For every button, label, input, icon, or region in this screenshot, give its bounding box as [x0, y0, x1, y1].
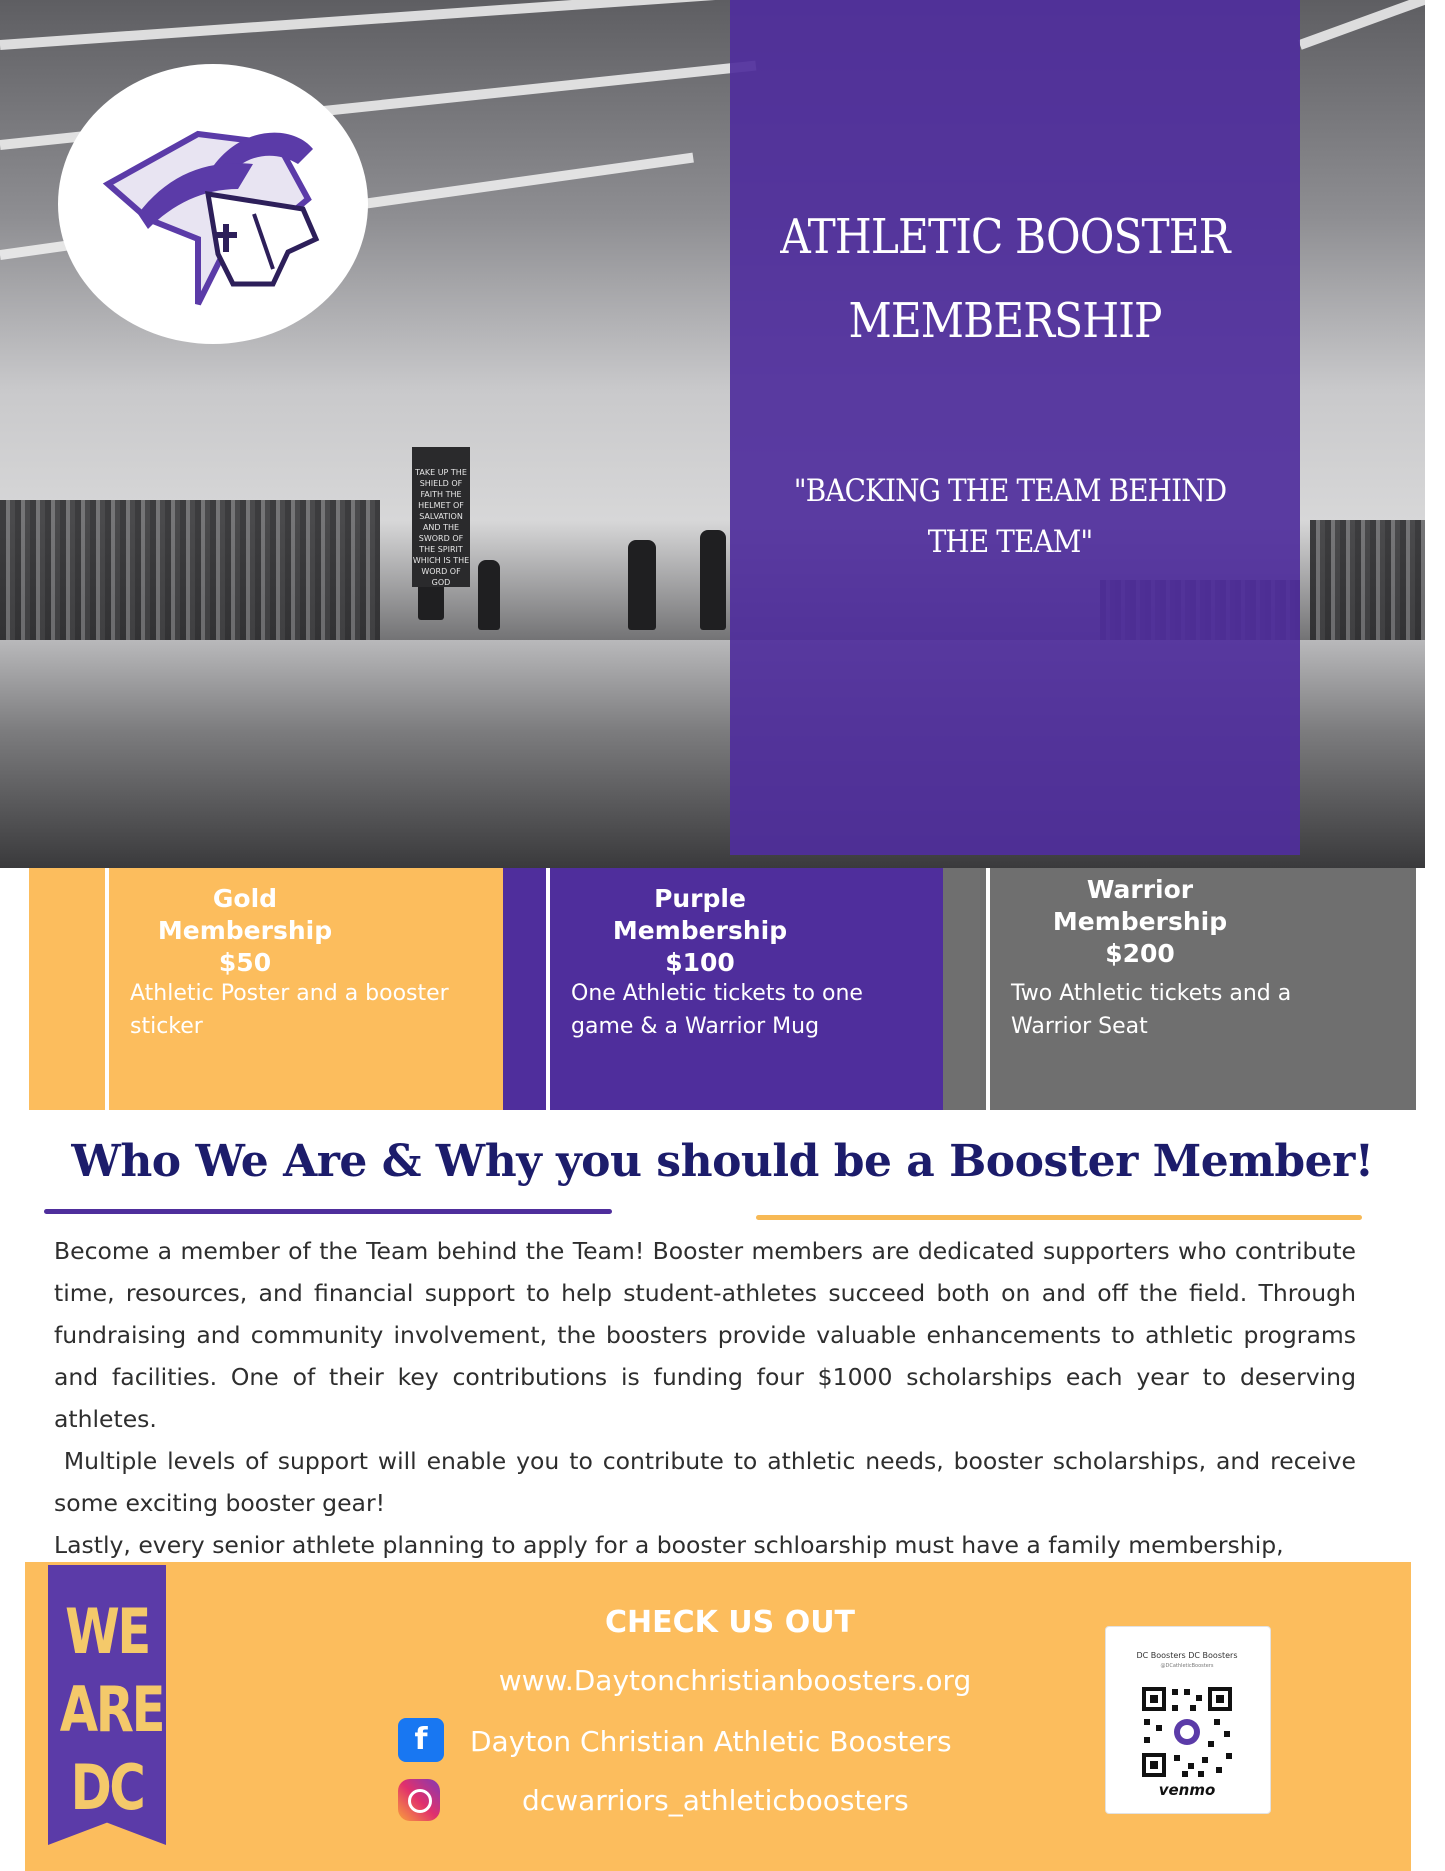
- tagline-line-1: "BACKING THE TEAM BEHIND: [793, 473, 1227, 509]
- tier-price: $200: [1105, 939, 1175, 968]
- tier-name: Purple: [654, 884, 746, 913]
- badge-line: DC: [70, 1751, 144, 1824]
- tagline-line-2: THE TEAM": [927, 524, 1093, 560]
- facebook-link[interactable]: Dayton Christian Athletic Boosters: [470, 1725, 952, 1758]
- heading-underline-right: [756, 1215, 1362, 1220]
- instagram-link[interactable]: dcwarriors_athleticboosters: [522, 1784, 909, 1817]
- section-heading: Who We Are & Why you should be a Booster Member!: [71, 1136, 1374, 1187]
- desc-line: Athletic Poster and a booster: [130, 981, 449, 1006]
- about-paragraph-1: Become a member of the Team behind the Team! Booster members are dedicated supporters who contribute time, resources, and financial support to help student-athletes succeed both on and off the field. Through fundraising and community involvement, the boosters provide valuable enhancements to athletic programs and facilities. One of their key contributions is funding four $1000 scholarships each year to deserving athletes.: [54, 1237, 1356, 1433]
- desc-line: One Athletic tickets to one: [571, 981, 863, 1006]
- website-link[interactable]: www.Daytonchristianboosters.org: [498, 1664, 972, 1697]
- badge-line: ARE: [59, 1673, 164, 1746]
- badge-line: WE: [65, 1595, 149, 1668]
- qr-code-icon[interactable]: [1138, 1683, 1236, 1781]
- title-line-1: ATHLETIC BOOSTER: [780, 209, 1230, 265]
- scripture-banner: TAKE UP THE SHIELD OF FAITH THE HELMET OF SALVATION AND THE SWORD OF THE SPIRIT WHICH IS THE WORD OF GOD: [412, 447, 470, 587]
- venmo-title: DC Boosters DC Boosters: [1136, 1651, 1238, 1660]
- desc-line: sticker: [130, 1014, 203, 1039]
- tier-gold-description: [130, 977, 449, 1043]
- tier-warrior: [943, 868, 1416, 1110]
- page-title: [763, 195, 1247, 363]
- about-body: [54, 1230, 1356, 1566]
- desc-line: Warrior Seat: [1011, 1014, 1148, 1039]
- title-panel: [730, 0, 1300, 855]
- tier-purple-description: [571, 977, 863, 1043]
- tier-label: Membership: [1052, 907, 1228, 936]
- about-paragraph-2: Multiple levels of support will enable you to contribute to athletic needs, booster scholarships, and receive some exciting booster gear!: [54, 1447, 1356, 1517]
- venmo-handle: @DCathleticBoosters: [1160, 1663, 1214, 1669]
- facebook-icon[interactable]: f: [398, 1718, 444, 1762]
- tier-warrior-title: [990, 874, 1290, 970]
- tier-gold-title: [105, 883, 385, 979]
- venmo-brand: venmo: [1158, 1781, 1216, 1799]
- check-us-out-heading: CHECK US OUT: [604, 1605, 856, 1640]
- tagline: [785, 466, 1235, 568]
- logo-badge: [58, 64, 368, 344]
- title-line-2: MEMBERSHIP: [848, 293, 1162, 349]
- tier-purple-title: [550, 883, 850, 979]
- tier-price: $50: [218, 948, 272, 977]
- desc-line: Two Athletic tickets and a: [1011, 981, 1292, 1006]
- tier-purple: [503, 868, 943, 1110]
- tier-name: Gold: [212, 884, 278, 913]
- tier-name: Warrior: [1086, 875, 1194, 904]
- we-are-dc-text: [59, 1593, 164, 1827]
- tier-warrior-description: [1011, 977, 1291, 1043]
- about-paragraph-3: Lastly, every senior athlete planning to apply for a booster schloarship must have a family membership,: [54, 1531, 1284, 1559]
- tier-label: Membership: [612, 916, 788, 945]
- heading-underline-left: [44, 1209, 612, 1214]
- tier-price: $100: [665, 948, 735, 977]
- tier-label: Membership: [157, 916, 333, 945]
- desc-line: game & a Warrior Mug: [571, 1014, 820, 1039]
- warrior-helmet-icon: [58, 64, 368, 344]
- instagram-icon-lens: [408, 1789, 432, 1813]
- tier-gold: [29, 868, 503, 1110]
